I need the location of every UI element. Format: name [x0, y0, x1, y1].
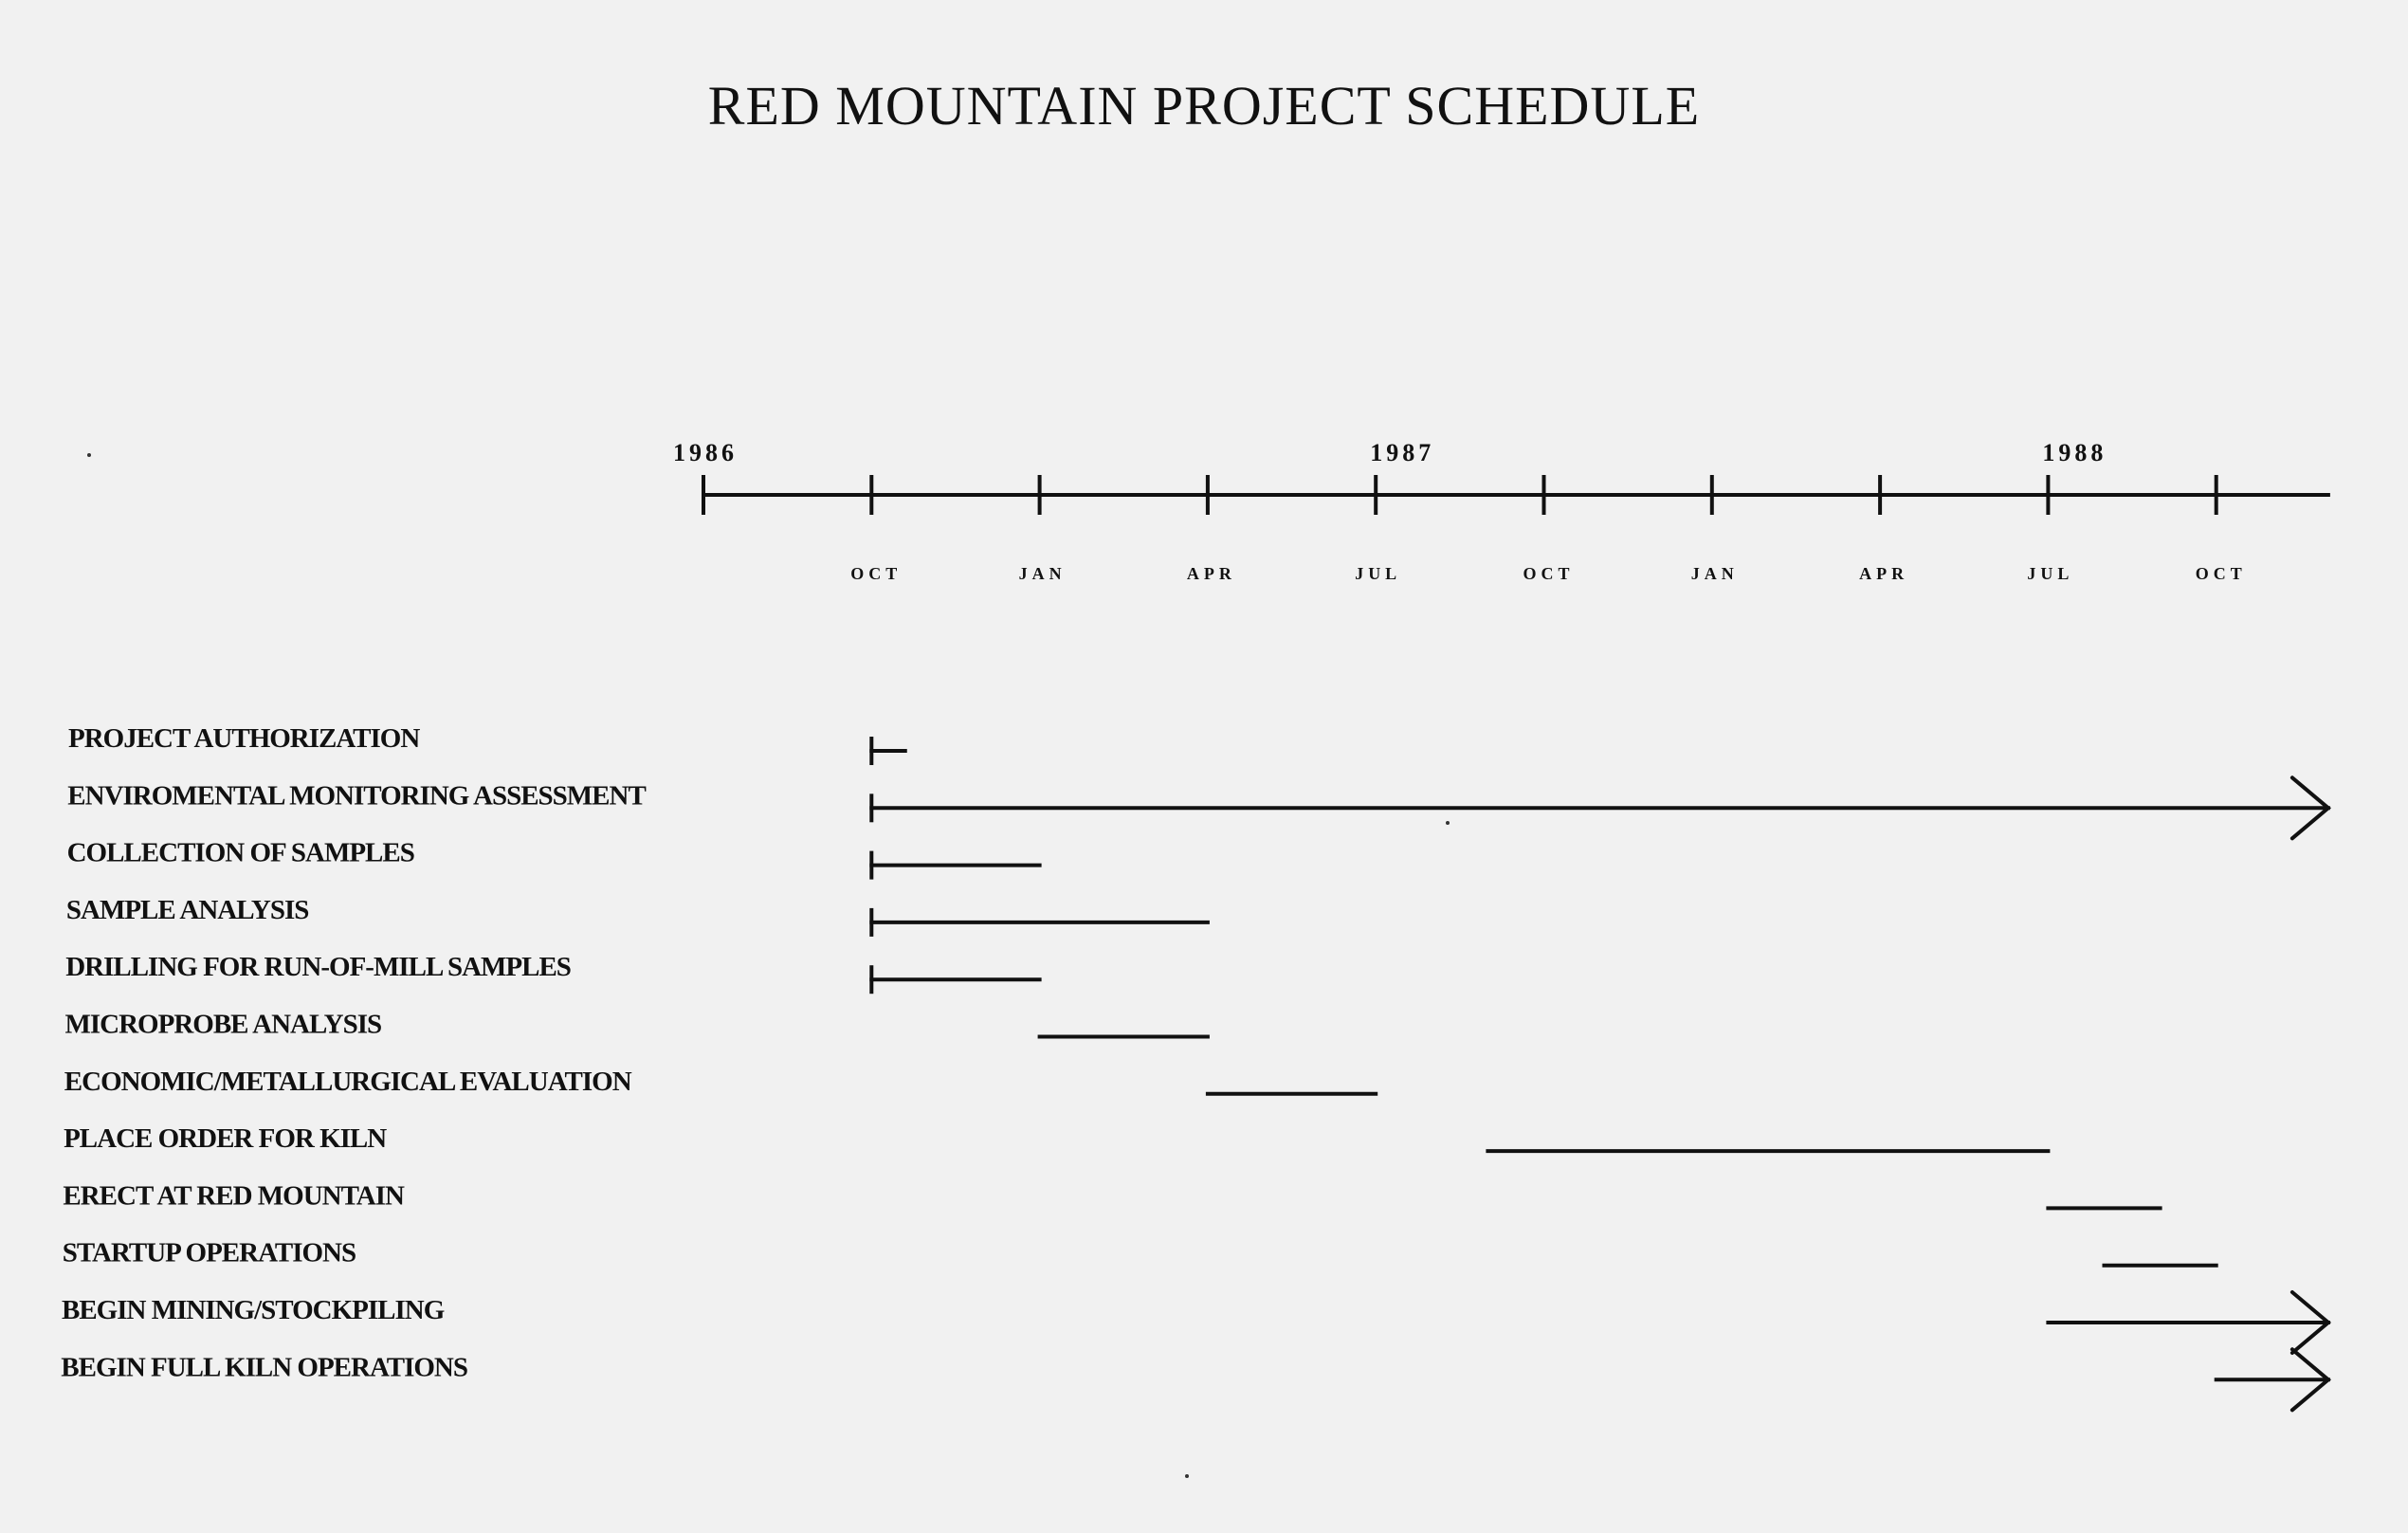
month-label-0: OCT	[850, 564, 903, 583]
month-label-3: JUL	[1355, 564, 1402, 583]
task-labels	[61, 723, 646, 1382]
month-label-5: JAN	[1690, 564, 1739, 583]
year-label-1987: 1987	[1370, 439, 1435, 466]
scan-speck	[1185, 1474, 1189, 1478]
month-label-7: JUL	[2027, 564, 2074, 583]
task-label-drilling-for-run-of-mill-samples: DRILLING FOR RUN-OF-MILL SAMPLES	[65, 952, 571, 983]
month-label-2: APR	[1186, 564, 1236, 583]
scan-speck	[1446, 821, 1450, 825]
task-label-microprobe-analysis: MICROPROBE ANALYSIS	[64, 1009, 382, 1040]
month-label-1: JAN	[1018, 564, 1067, 583]
task-label-startup-operations: STARTUP OPERATIONS	[62, 1237, 356, 1268]
year-label-1988: 1988	[2042, 439, 2107, 466]
task-label-enviromental-monitoring-assessment: ENVIROMENTAL MONITORING ASSESSMENT	[67, 780, 646, 812]
month-label-8: OCT	[2195, 564, 2247, 583]
task-label-begin-full-kiln-operations: BEGIN FULL KILN OPERATIONS	[61, 1352, 468, 1383]
year-label-1986: 1986	[673, 439, 738, 466]
task-label-project-authorization: PROJECT AUTHORIZATION	[68, 723, 420, 754]
task-label-erect-at-red-mountain: ERECT AT RED MOUNTAIN	[63, 1180, 404, 1212]
task-label-begin-mining-stockpiling: BEGIN MINING/STOCKPILING	[62, 1295, 445, 1325]
timeline-axis	[673, 439, 2328, 583]
task-label-collection-of-samples: COLLECTION OF SAMPLES	[66, 837, 414, 868]
month-label-4: OCT	[1523, 564, 1575, 583]
scan-speck	[87, 453, 91, 457]
page-title: RED MOUNTAIN PROJECT SCHEDULE	[707, 75, 1701, 137]
task-label-sample-analysis: SAMPLE ANALYSIS	[65, 894, 309, 925]
task-label-place-order-for-kiln: PLACE ORDER FOR KILN	[64, 1123, 387, 1155]
task-label-economic-metallurgical-evaluation: ECONOMIC/METALLURGICAL EVALUATION	[64, 1066, 631, 1097]
task-bars	[871, 739, 2328, 1410]
month-label-6: APR	[1859, 564, 1909, 583]
